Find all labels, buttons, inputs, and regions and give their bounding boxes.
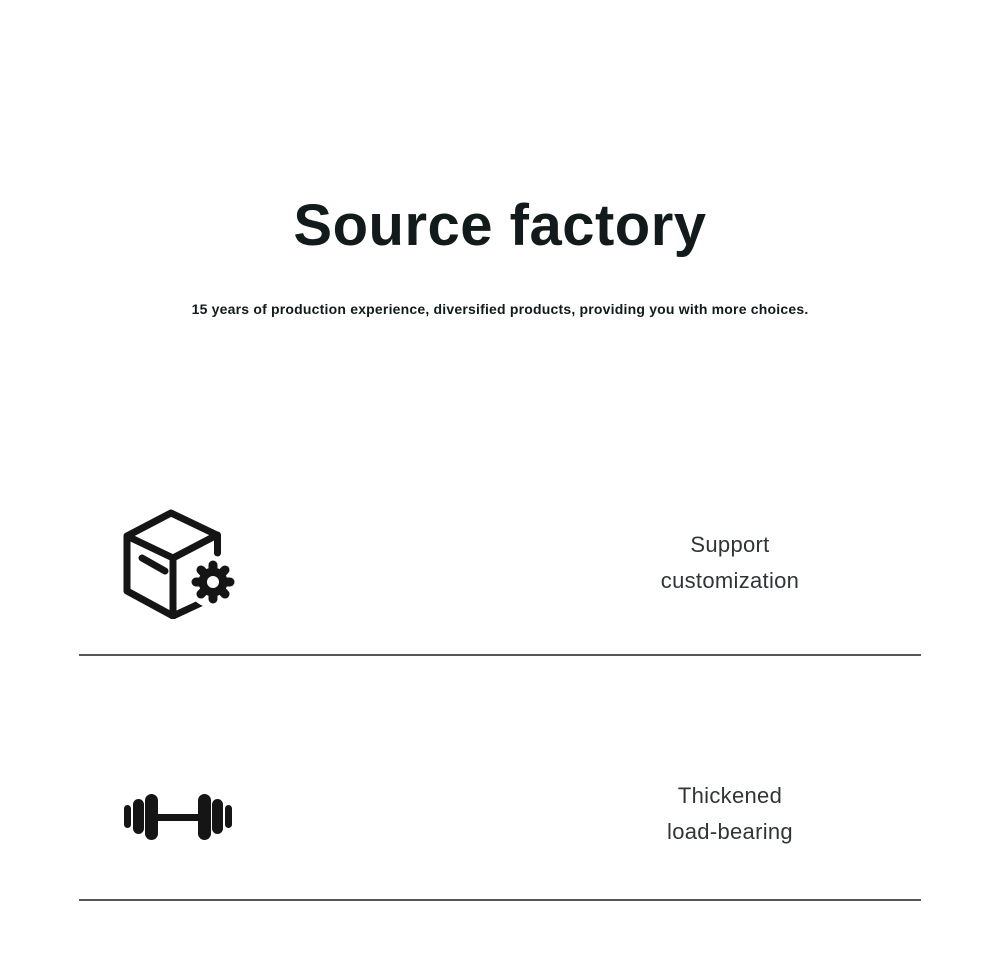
features-list <box>79 411 921 901</box>
feature-label-line: customization <box>660 568 800 593</box>
page-title: Source factory <box>293 193 707 258</box>
page-subtitle: 15 years of production experience, diversified products, providing you with more choices. <box>191 301 809 317</box>
feature-label-thickened-load-bearing <box>667 778 793 850</box>
feature-label-line: Thickened <box>677 783 783 808</box>
feature-label-line: load-bearing <box>667 819 793 844</box>
cube-gear-icon <box>120 509 236 619</box>
dumbbell-icon <box>120 794 236 840</box>
feature-row-thickened-load-bearing <box>79 656 921 901</box>
feature-label-support-customization <box>661 527 799 599</box>
feature-label-line: Support <box>690 532 770 557</box>
row-divider <box>79 899 921 901</box>
feature-row-support-customization <box>79 411 921 656</box>
